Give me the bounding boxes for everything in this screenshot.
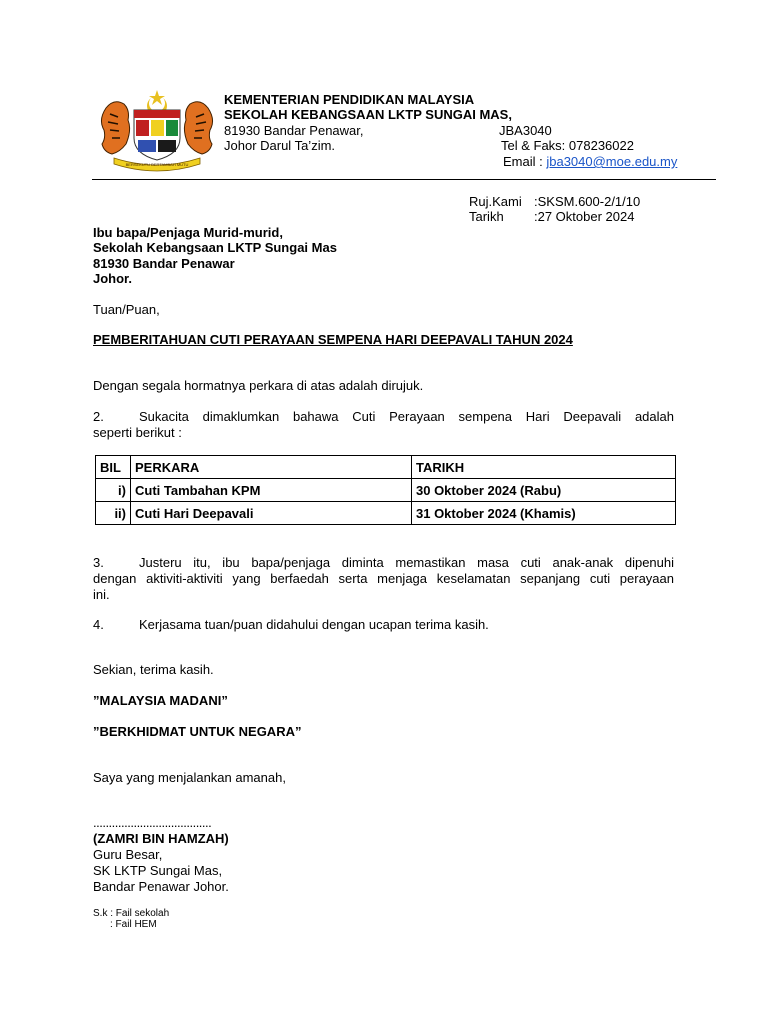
- header-divider: [92, 179, 716, 180]
- row-1-bil: i): [96, 479, 131, 502]
- email-line: [503, 154, 677, 170]
- coat-of-arms-logo: [96, 88, 218, 172]
- recipient-line-3: 81930 Bandar Penawar: [93, 256, 235, 271]
- svg-text:BERSEKUTU BERTAMBAH MUTU: BERSEKUTU BERTAMBAH MUTU: [125, 162, 189, 167]
- subject-heading: PEMBERITAHUAN CUTI PERAYAAN SEMPENA HARI DEEPAVALI TAHUN 2024: [93, 332, 573, 347]
- paragraph-3-line-1: Justeru itu, ibu bapa/penjaga diminta memastikan masa cuti anak-anak dipenuhi: [139, 555, 674, 570]
- paragraph-1: Dengan segala hormatnya perkara di atas adalah dirujuk.: [93, 378, 424, 393]
- salutation: Tuan/Puan,: [93, 302, 160, 317]
- cc-line-2: : Fail HEM: [110, 919, 157, 930]
- slogan-madani: ”MALAYSIA MADANI”: [93, 693, 228, 708]
- paragraph-4: [93, 617, 489, 633]
- row-1-tarikh: 30 Oktober 2024 (Rabu): [412, 479, 676, 502]
- recipient-line-2: Sekolah Kebangsaan LKTP Sungai Mas: [93, 240, 337, 255]
- paragraph-4-text: Kerjasama tuan/puan didahului dengan ucapan terima kasih.: [139, 617, 489, 632]
- email-label: Email :: [503, 154, 547, 169]
- header-bil: BIL: [96, 456, 131, 479]
- address-line-1: 81930 Bandar Penawar,: [224, 123, 364, 138]
- signatory-title: Guru Besar,: [93, 847, 163, 862]
- reference-value: :SKSM.600-2/1/10: [534, 194, 641, 209]
- row-2-tarikh: 31 Oktober 2024 (Khamis): [412, 502, 676, 525]
- table-row: [96, 479, 676, 502]
- recipient-line-4: Johor.: [93, 271, 133, 286]
- email-link[interactable]: jba3040@moe.edu.my: [546, 154, 678, 169]
- school-code: JBA3040: [499, 123, 552, 138]
- paragraph-3-line-2: dengan aktiviti-aktiviti yang berfaedah serta menjaga keselamatan sepanjang cuti perayaan: [93, 571, 674, 586]
- recipient-line-1: Ibu bapa/Penjaga Murid-murid,: [93, 225, 283, 240]
- closing: Sekian, terima kasih.: [93, 662, 214, 677]
- paragraph-2-line-1: Sukacita dimaklumkan bahawa Cuti Perayaan sempena Hari Deepavali adalah: [139, 409, 674, 424]
- paragraph-3-number: 3.: [93, 555, 104, 570]
- signatory-school: SK LKTP Sungai Mas,: [93, 863, 223, 878]
- ministry-name: KEMENTERIAN PENDIDIKAN MALAYSIA: [224, 92, 475, 107]
- paragraph-2: [93, 409, 674, 441]
- row-2-perkara: Cuti Hari Deepavali: [131, 502, 412, 525]
- paragraph-2-number: 2.: [93, 409, 104, 424]
- reference-label: Ruj.Kami: [469, 194, 522, 209]
- address-line-2: Johor Darul Ta’zim.: [224, 138, 336, 153]
- table-header-row: [96, 456, 676, 479]
- table-row: [96, 502, 676, 525]
- signatory-name: (ZAMRI BIN HAMZAH): [93, 831, 229, 846]
- school-name: SEKOLAH KEBANGSAAN LKTP SUNGAI MAS,: [224, 107, 512, 122]
- tel-fax: Tel & Faks: 078236022: [501, 138, 634, 153]
- sign-intro: Saya yang menjalankan amanah,: [93, 770, 286, 785]
- paragraph-2-line-2: seperti berikut :: [93, 425, 182, 440]
- date-label: Tarikh: [469, 209, 504, 224]
- paragraph-3: [93, 555, 674, 603]
- signatory-place: Bandar Penawar Johor.: [93, 879, 229, 894]
- date-value: :27 Oktober 2024: [534, 209, 635, 224]
- cc-line-1: S.k : Fail sekolah: [93, 908, 170, 919]
- slogan-berkhidmat: ”BERKHIDMAT UNTUK NEGARA”: [93, 724, 302, 739]
- header-tarikh: TARIKH: [412, 456, 676, 479]
- row-2-bil: ii): [96, 502, 131, 525]
- paragraph-4-number: 4.: [93, 617, 104, 632]
- paragraph-3-line-3: ini.: [93, 587, 110, 602]
- row-1-perkara: Cuti Tambahan KPM: [131, 479, 412, 502]
- header-perkara: PERKARA: [131, 456, 412, 479]
- holiday-table: [95, 455, 676, 525]
- signature-dots: ......................................: [93, 815, 212, 830]
